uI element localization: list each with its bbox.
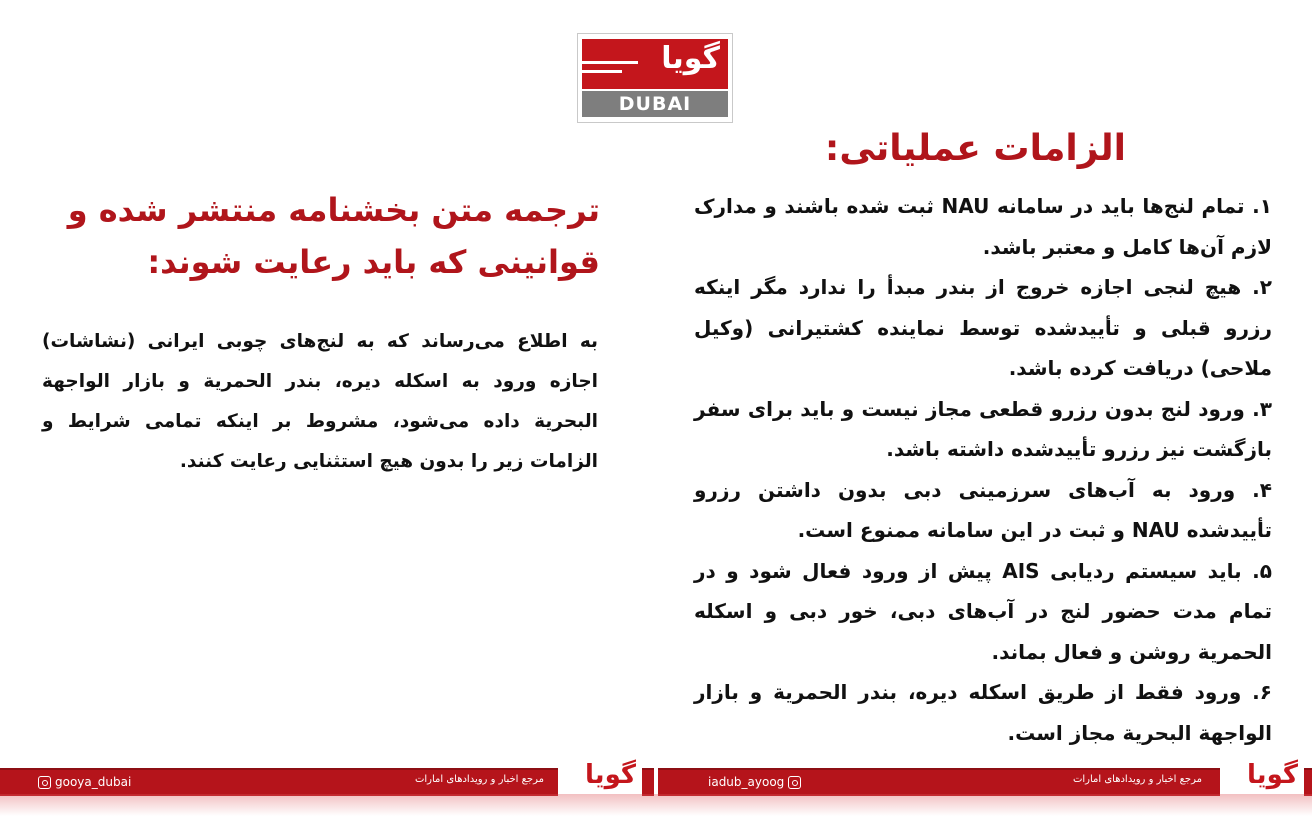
- list-item: ۴. ورود به آب‌های سرزمینی دبی بدون داشتن رزرو تأییدشده NAU و ثبت در این سامانه ممنوع است.: [694, 477, 1272, 542]
- intro-paragraph: به اطلاع می‌رساند که به لنج‌های چوبی ایرانی (نشاشات) اجازه ورود به اسکله دیره، بندر الحمرية و بازار الواجهة البحرية داده می‌شود، مشروط بر اینکه تمامی شرایط و الزامات زیر را بدون هیچ استثنایی رعایت کنند.: [42, 331, 598, 472]
- list-item: ۳. ورود لنج بدون رزرو قطعی مجاز نیست و باید برای سفر بازگشت نیز رزرو تأییدشده داشته باشد.: [694, 396, 1272, 461]
- footer-logo-right: گویا: [1220, 758, 1304, 798]
- list-item: ۱. تمام لنج‌ها باید در سامانه NAU ثبت شده باشند و مدارک لازم آن‌ها کامل و معتبر باشد.: [694, 194, 1272, 259]
- instagram-icon: [38, 776, 51, 789]
- instagram-handle-right[interactable]: iadub_ayoog: [708, 773, 805, 791]
- requirements-title: الزامات عملیاتی:: [824, 128, 1126, 169]
- footer-tagline-right: مرجع اخبار و رویدادهای امارات: [1072, 774, 1202, 785]
- gooya-dubai-logo: [577, 33, 733, 123]
- list-item: ۵. باید سیستم ردیابی AIS پیش از ورود فعال شود و در تمام مدت حضور لنج در آب‌های دبی، خور دبی و اسکله الحمرية روشن و فعال بماند.: [694, 558, 1272, 664]
- logo-red-block: [582, 39, 728, 89]
- logo-city: DUBAI: [582, 91, 728, 117]
- footer-tagline-left: مرجع اخبار و رویدادهای امارات: [414, 774, 544, 785]
- instagram-handle-left[interactable]: gooya_dubai: [34, 773, 131, 791]
- logo-wordmark: گویا: [661, 41, 720, 76]
- list-item: ۶. ورود فقط از طریق اسکله دیره، بندر الحمرية و بازار الواجهة البحرية مجاز است.: [694, 680, 1272, 745]
- list-item: ۲. هیچ لنجی اجازه خروج از بندر مبدأ را ندارد مگر اینکه رزرو قبلی و تأییدشده توسط نماینده کشتیرانی (وکیل ملاحی) دریافت کرده باشد.: [694, 275, 1272, 380]
- translation-title: ترجمه متن بخشنامه منتشر شده و قوانینی که باید رعایت شوند:: [67, 191, 600, 281]
- bottom-fade: [0, 794, 1312, 816]
- requirements-list: [694, 186, 1272, 753]
- footer-logo-left: گویا: [558, 758, 642, 798]
- instagram-icon: [788, 776, 801, 789]
- footer-right: [658, 760, 1312, 796]
- footer-left: [0, 760, 654, 796]
